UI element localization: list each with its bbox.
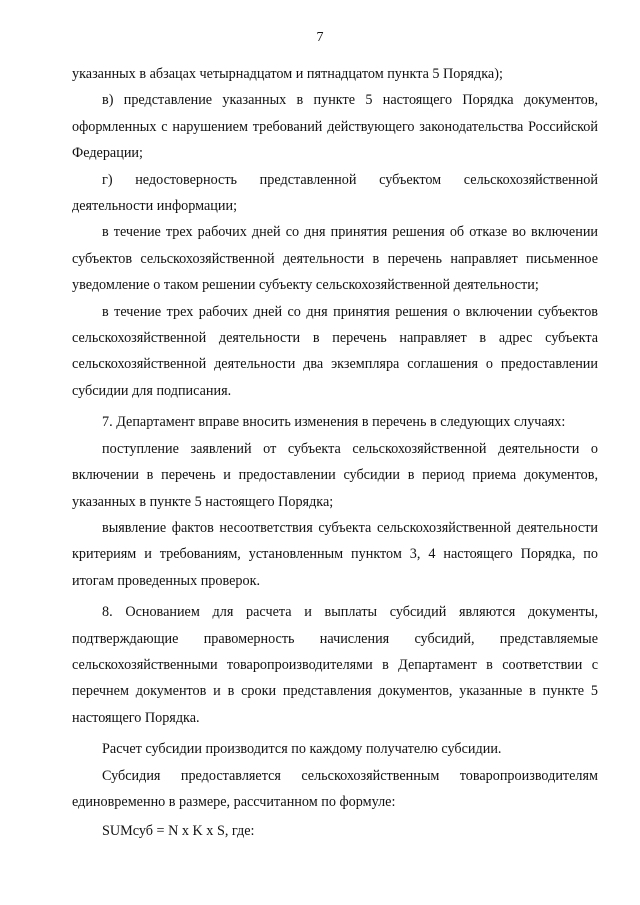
- page-number: 7: [316, 30, 324, 45]
- paragraph-section-7: 7. Департамент вправе вносить изменения в перечень в следующих случаях:: [102, 414, 566, 431]
- formula: SUMсуб = N x K x S, где:: [102, 823, 255, 840]
- paragraph-continuation: указанных в абзацах четырнадцатом и пятнадцатом пункта 5 Порядка);: [72, 66, 503, 82]
- document-body: [72, 61, 598, 845]
- paragraph-applications: поступление заявлений от субъекта сельскохозяйственной деятельности о включении в перечень и предоставлении субсидии в период приема документов, указанных в пункте 5 настоящего Порядка;: [72, 440, 598, 510]
- paragraph-item-g: г) недостоверность представленной субъектом сельскохозяйственной деятельности информации;: [72, 171, 598, 215]
- paragraph-refusal-notice: в течение трех рабочих дней со дня принятия решения об отказе во включении субъектов сельскохозяйственной деятельности в перечень направляет письменное уведомление о таком решении субъекту сельскохозяйственной деятельности;: [72, 224, 598, 294]
- paragraph-subsidy: Субсидия предоставляется сельскохозяйственным товаропроизводителям единовременно в размере, рассчитанном по формуле:: [72, 767, 598, 810]
- paragraph-inconsistency: выявление фактов несоответствия субъекта сельскохозяйственной деятельности критериям и требованиям, установленным пунктом 3, 4 настоящего Порядка, по итогам проведенных проверок.: [72, 519, 598, 589]
- paragraph-inclusion-notice: в течение трех рабочих дней со дня принятия решения о включении субъектов сельскохозяйственной деятельности в перечень направляет в адрес субъекта сельскохозяйственной деятельности два экземпляра соглашения о предоставлении субсидии для подписания.: [72, 303, 598, 399]
- paragraph-section-8: 8. Основанием для расчета и выплаты субсидий являются документы, подтверждающие правомерность начисления субсидий, представляемые сельскохозяйственными товаропроизводителями в Департамент в соответствии с перечнем документов и в сроки представления документов, указанные в пункте 5 настоящего Порядка.: [72, 604, 598, 726]
- paragraph-calculation: Расчет субсидии производится по каждому получателю субсидии.: [102, 741, 502, 758]
- paragraph-item-v: в) представление указанных в пункте 5 настоящего Порядка документов, оформленных с нарушением требований действующего законодательства Российской Федерации;: [72, 92, 598, 162]
